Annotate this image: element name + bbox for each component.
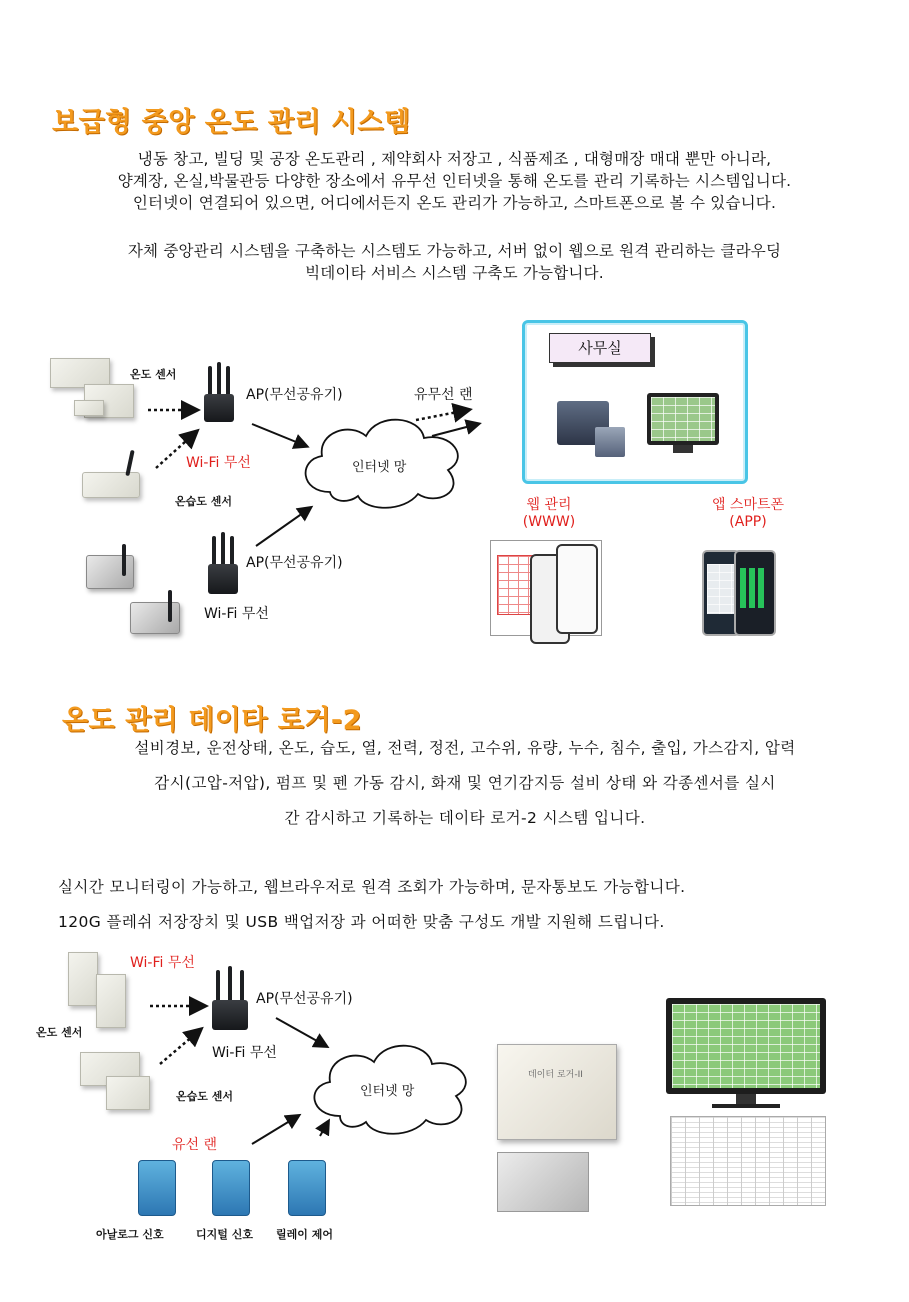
temp-sensor-label: 온도 센서	[36, 1026, 83, 1039]
ap-label: AP(무선공유기)	[256, 991, 353, 1007]
ap-label: AP(무선공유기)	[246, 555, 343, 571]
monitor-screen-image	[666, 998, 826, 1094]
web-label-line1: 웹 관리	[526, 497, 572, 513]
text-line: 간 감시하고 기록하는 데이타 로거-2 시스템 입니다.	[284, 809, 646, 827]
wired-lan-label: 유선 랜	[172, 1137, 218, 1153]
section1-paragraph2	[20, 240, 889, 284]
web-management-label	[521, 494, 577, 530]
text-line: 실시간 모니터링이 가능하고, 웹브라우저로 원격 조회가 가능하며, 문자통보도 가능합니다.	[58, 878, 686, 896]
section2-title: 온도 관리 데이타 로거-2	[62, 705, 362, 736]
logger-box-photo	[497, 1152, 589, 1212]
logger-box-text: 데이터 로거-II	[528, 1070, 583, 1080]
dotted-arrow	[156, 432, 196, 468]
data-table-screenshot	[670, 1116, 826, 1206]
computer-monitor-icon	[595, 427, 625, 457]
arrow	[252, 424, 306, 446]
diagram-1	[0, 300, 909, 680]
wired-lan-label: 유무선 랜	[414, 387, 473, 403]
section2-paragraph2	[58, 870, 878, 940]
app-label-line2: (APP)	[729, 514, 767, 530]
arrow	[256, 508, 310, 546]
app-phone-image	[734, 550, 776, 636]
web-label-line2: (WWW)	[522, 514, 576, 530]
logger-box-image	[497, 1044, 617, 1140]
phone-image	[556, 544, 598, 634]
wifi-label: Wi-Fi 무선	[130, 955, 195, 971]
diagram-2	[0, 940, 909, 1260]
digital-label: 디지털 신호	[196, 1228, 253, 1241]
analog-module-image	[138, 1160, 176, 1216]
app-label	[702, 494, 794, 530]
text-line: 감시(고압-저압), 펌프 및 펜 가동 감시, 화재 및 연기감지등 설비 상태 와 각종센서를 실시	[154, 774, 776, 792]
wifi-label: Wi-Fi 무선	[186, 455, 251, 471]
temp-sensor-label: 온도 센서	[130, 368, 177, 381]
arrow	[432, 424, 478, 436]
wifi-label: Wi-Fi 무선	[212, 1045, 277, 1061]
section2-paragraph1	[30, 731, 900, 836]
monitor-icon	[647, 393, 719, 445]
text-line: 빅데이타 서비스 시스템 구축도 가능합니다.	[305, 264, 604, 282]
wifi-label: Wi-Fi 무선	[204, 606, 269, 622]
ap-label: AP(무선공유기)	[246, 387, 343, 403]
office-label: 사무실	[549, 333, 651, 363]
analog-label: 아날로그 신호	[96, 1228, 164, 1241]
text-line: 양계장, 온실,박물관등 다양한 장소에서 유무선 인터넷을 통해 온도를 관리 기록하는 시스템입니다.	[117, 172, 792, 190]
text-line: 냉동 창고, 빌딩 및 공장 온도관리 , 제약회사 저장고 , 식품제조 , 대형매장 매대 뿐만 아니라,	[137, 150, 772, 168]
internet-label: 인터넷 망	[360, 1084, 415, 1099]
humidity-sensor-label: 온습도 센서	[175, 495, 232, 508]
relay-module-image	[288, 1160, 326, 1216]
text-line: 자체 중앙관리 시스템을 구축하는 시스템도 가능하고, 서버 없이 웹으로 원격 관리하는 클라우딩	[127, 242, 782, 260]
text-line: 120G 플레쉬 저장장치 및 USB 백업저장 과 어떠한 맞춤 구성도 개발 지원해 드립니다.	[58, 913, 665, 931]
office-box	[522, 320, 748, 484]
text-line: 인터넷이 연결되어 있으면, 어디에서든지 온도 관리가 가능하고, 스마트폰으로 볼 수 있습니다.	[132, 194, 777, 212]
relay-label: 릴레이 제어	[276, 1228, 333, 1241]
internet-label: 인터넷 망	[352, 460, 407, 475]
section1-paragraph1	[20, 148, 889, 214]
text-line: 설비경보, 운전상태, 온도, 습도, 열, 전력, 정전, 고수위, 유량, 누수, 침수, 출입, 가스감지, 압력	[134, 739, 796, 757]
app-label-line1: 앱 스마트폰	[711, 497, 785, 513]
section1-title: 보급형 중앙 온도 관리 시스템	[52, 107, 411, 138]
dotted-arrow	[416, 410, 468, 420]
humidity-sensor-label: 온습도 센서	[176, 1090, 233, 1103]
diagram2-connections	[0, 940, 909, 1260]
digital-module-image	[212, 1160, 250, 1216]
